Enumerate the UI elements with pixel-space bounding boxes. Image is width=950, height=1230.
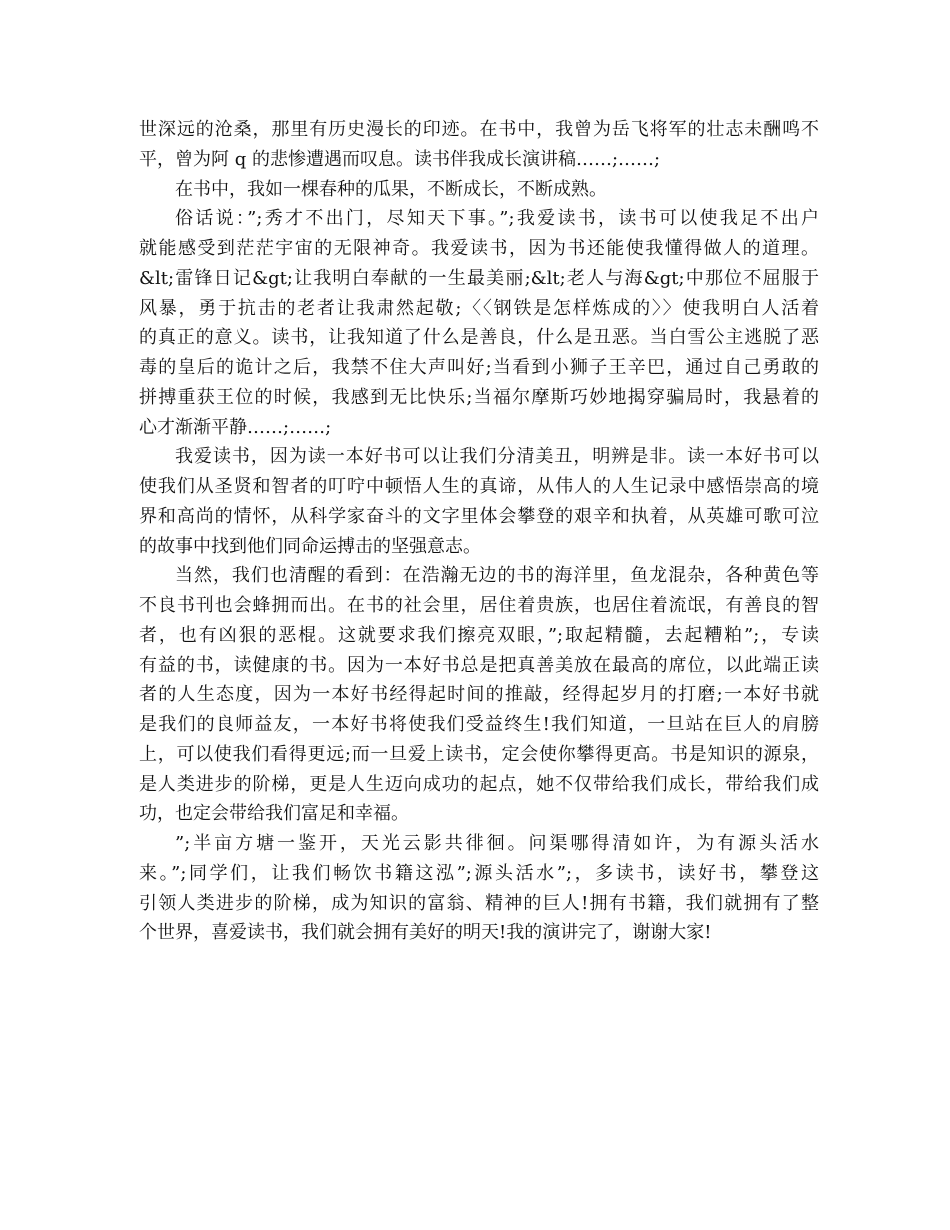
text-line: 毒的皇后的诡计之后，我禁不住大声叫好;当看到小狮子王辛巴，通过自己勇敢的: [139, 357, 819, 378]
text-line: 功，也定会带给我们富足和幸福。: [139, 803, 409, 825]
text-line: 是人类进步的阶梯，更是人生迈向成功的起点，她不仅带给我们成长，带给我们成: [139, 773, 819, 795]
text-line: 者的人生态度，因为一本好书经得起时间的推敲，经得起岁月的打磨;一本好书就: [139, 684, 819, 706]
text-line: 拼搏重获王位的时候，我感到无比快乐;当福尔摩斯巧妙地揭穿骗局时，我悬着的: [139, 386, 819, 408]
text-line: 不良书刊也会蜂拥而出。在书的社会里，居住着贵族，也居住着流氓，有善良的智: [139, 595, 819, 616]
text-line: 俗话说：”;秀才不出门，尽知天下事。”;我爱读书，读书可以使我足不出户: [175, 208, 819, 230]
text-line: 当然，我们也清醒的看到：在浩瀚无边的书的海洋里，鱼龙混杂，各种黄色等: [175, 565, 819, 587]
text-line: 心才渐渐平静……;……;: [139, 416, 332, 438]
text-line: 引领人类进步的阶梯，成为知识的富翁、精神的巨人!拥有书籍，我们就拥有了整: [139, 892, 819, 914]
text-line: 的故事中找到他们同命运搏击的坚强意志。: [139, 535, 481, 557]
text-line: ”;半亩方塘一鉴开，天光云影共徘徊。问渠哪得清如许，为有源头活水: [175, 833, 819, 854]
text-line: 来。”;同学们，让我们畅饮书籍这泓”;源头活水”;，多读书，读好书，攀登这: [139, 862, 819, 884]
text-line: 使我们从圣贤和智者的叮咛中顿悟人生的真谛，从伟人的人生记录中感悟崇高的境: [139, 476, 819, 497]
text-line: 我爱读书，因为读一本好书可以让我们分清美丑，明辨是非。读一本好书可以: [175, 446, 819, 468]
text-line: 者，也有凶狠的恶棍。这就要求我们擦亮双眼，”;取起精髓，去起糟粕”;，专读: [139, 624, 819, 646]
document-body: [139, 115, 819, 948]
text-line: 的真正的意义。读书，让我知道了什么是善良，什么是丑恶。当白雪公主逃脱了恶: [139, 327, 819, 349]
text-line: 是我们的良师益友，一本好书将使我们受益终生!我们知道，一旦站在巨人的肩膀: [139, 714, 819, 735]
text-line: 界和高尚的情怀，从科学家奋斗的文字里体会攀登的艰辛和执着，从英雄可歌可泣: [139, 505, 819, 527]
text-line: 在书中，我如一棵春种的瓜果，不断成长，不断成熟。: [175, 178, 607, 200]
text-line: 平，曾为阿 q 的悲惨遭遇而叹息。读书伴我成长演讲稿……;……;: [139, 148, 661, 170]
text-line: 上，可以使我们看得更远;而一旦爱上读书，定会使你攀得更高。书是知识的源泉，: [139, 743, 819, 765]
text-line: 风暴，勇于抗击的老者让我肃然起敬;〈〈钢铁是怎样炼成的〉〉使我明白人活着: [139, 297, 819, 319]
text-line: 世深远的沧桑，那里有历史漫长的印迹。在书中，我曾为岳飞将军的壮志未酬鸣不: [139, 119, 819, 140]
text-line: 个世界，喜爱读书，我们就会拥有美好的明天!我的演讲完了，谢谢大家!: [139, 922, 712, 944]
text-line: &lt;雷锋日记&gt;让我明白奉献的一生最美丽;&lt;老人与海&gt;中那位不屈服于: [139, 267, 819, 289]
text-line: 有益的书，读健康的书。因为一本好书总是把真善美放在最高的席位，以此端正读: [139, 654, 819, 676]
text-line: 就能感受到茫茫宇宙的无限神奇。我爱读书，因为书还能使我懂得做人的道理。: [139, 238, 819, 259]
